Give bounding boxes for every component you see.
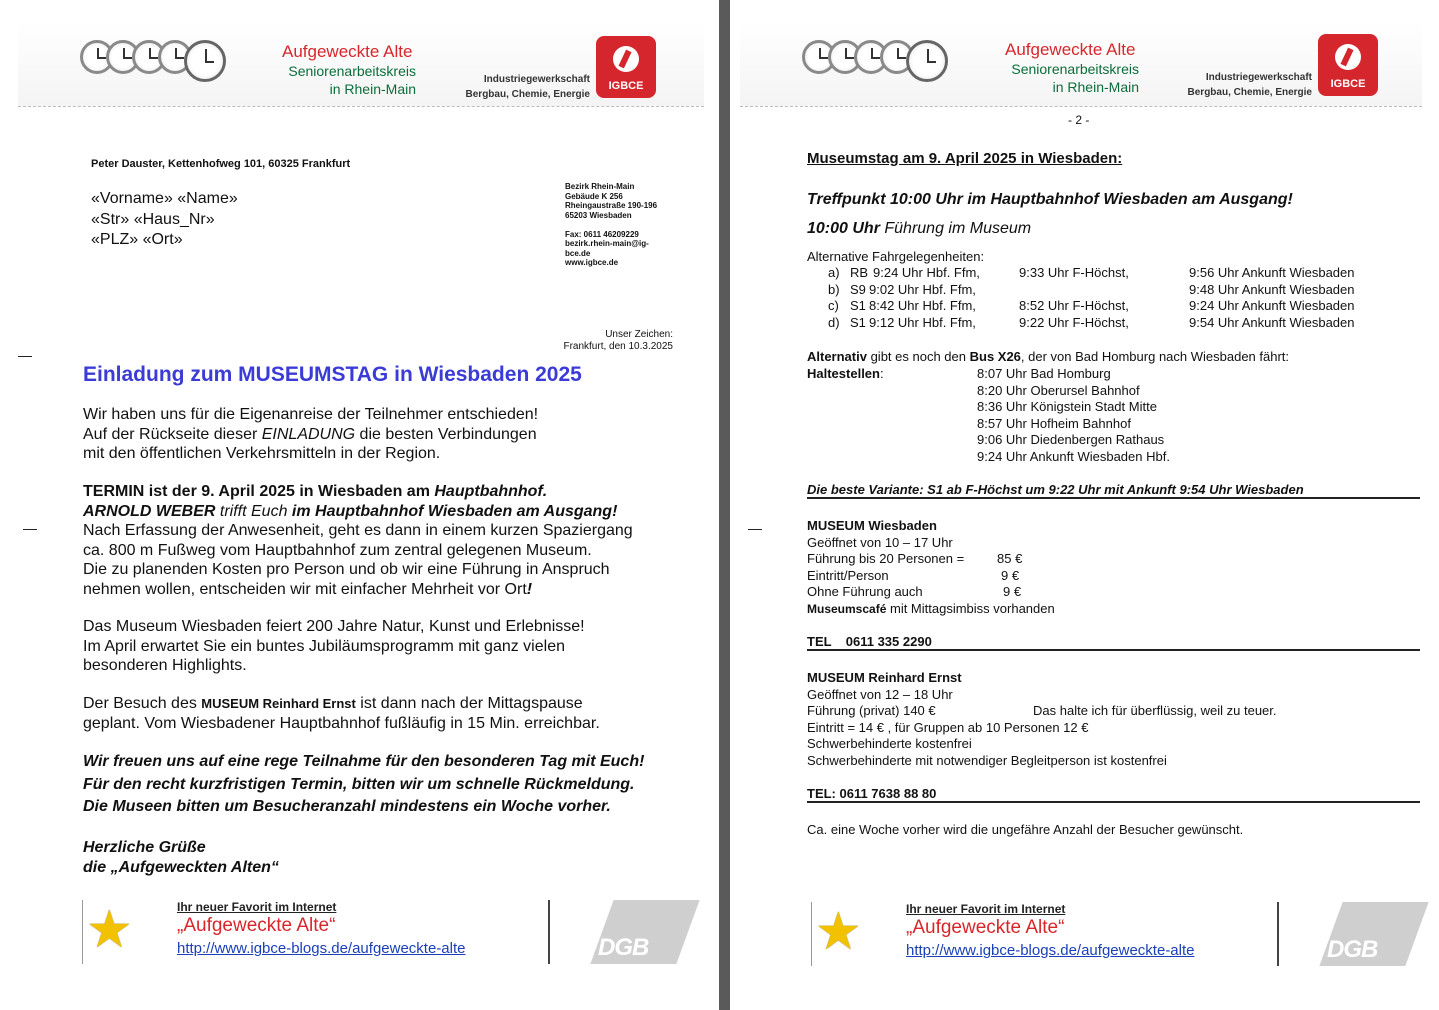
text-span: : [879, 366, 884, 381]
alternatives-heading: Alternative Fahrgelegenheiten: [807, 249, 985, 264]
favorite-name: „Aufgeweckte Alte“ [177, 915, 336, 936]
meeting-point: Treffpunkt 10:00 Uhr im Hauptbahnhof Wiesbaden am Ausgang! [807, 191, 1293, 208]
ernst-paragraph [83, 694, 600, 733]
price-row [807, 584, 1055, 601]
footer-divider [82, 900, 83, 964]
blog-link[interactable]: http://www.igbce-blogs.de/aufgeweckte-alte [906, 942, 1195, 959]
letter-date: Frankfurt, den 10.3.2025 [563, 341, 673, 352]
connection-via: 8:52 Uhr F-Höchst, [1019, 298, 1129, 313]
ae-sub-line: Seniorenarbeitskreis [1011, 61, 1139, 77]
dgb-logo-text: DGB [1327, 936, 1378, 963]
text-span: gibt es noch den [866, 349, 970, 364]
opening-hours: Geöffnet von 10 – 17 Uhr [807, 534, 953, 550]
connection-arrival: 9:54 Uhr Ankunft Wiesbaden [1189, 314, 1355, 330]
text-span: EINLADUNG [261, 425, 356, 443]
text-line: Die zu planenden Kosten pro Person und ob wir eine Führung in Anspruch [83, 561, 610, 578]
connection-departure: 9:02 Uhr Hbf. Ffm, [869, 281, 976, 297]
cafe-line [807, 601, 1055, 618]
connection-line: S1 [850, 314, 866, 330]
museum-paragraph [83, 617, 585, 676]
ae-subtitle [268, 62, 416, 98]
footer-banner [82, 896, 688, 966]
greeting [83, 838, 279, 878]
letterhead [740, 22, 1422, 107]
stops-label [807, 366, 884, 382]
bus-stop: 8:36 Uhr Königstein Stadt Mitte [977, 399, 1157, 414]
reference-label: Unser Zeichen: [605, 329, 673, 340]
blog-link[interactable]: http://www.igbce-blogs.de/aufgeweckte-alte [177, 940, 466, 957]
museum-ernst-block [807, 670, 1407, 769]
dgb-logo [1313, 902, 1417, 966]
sender-line: Peter Dauster, Kettenhofweg 101, 60325 Frankfurt [91, 158, 351, 170]
alarm-clocks-logo [88, 40, 226, 82]
museum-title: MUSEUM Wiesbaden [807, 518, 937, 533]
igbce-line: Industriegewerkschaft [1205, 72, 1312, 83]
bus-stops [977, 366, 1170, 465]
footer-divider [811, 902, 812, 966]
connection-line: RB [850, 265, 869, 280]
section-rule [807, 649, 1420, 651]
connection-arrival: 9:56 Uhr Ankunft Wiesbaden [1189, 265, 1355, 280]
museum-wiesbaden-block [807, 518, 1055, 617]
address-line: «Vorname» «Name» [91, 190, 238, 207]
recipient-address [91, 189, 238, 251]
text-span: Führung im Museum [879, 220, 1032, 237]
connection-departure: 8:42 Uhr Hbf. Ffm, [869, 298, 976, 313]
connection-line: S1 [850, 298, 866, 313]
entry-price: Eintritt = 14 € , für Gruppen ab 10 Personen 12 € [807, 719, 1089, 735]
favorite-title: Ihr neuer Favorit im Internet [906, 902, 1066, 916]
tour-time [807, 220, 1031, 238]
price-label: Führung bis 20 Personen = [807, 551, 965, 566]
text-line: Nach Erfassung der Anwesenheit, geht es dann in einem kurzen Spaziergang [83, 522, 633, 539]
connection-line: S9 [850, 281, 866, 297]
connection-letter: a) [828, 265, 840, 280]
address-line: «PLZ» «Ort» [91, 231, 183, 248]
intro-paragraph [83, 405, 538, 464]
text-span: Auf der Rückseite dieser [83, 425, 262, 443]
text-span: nehmen wollen, entscheiden wir mit einfacher Mehrheit vor Ort [83, 580, 527, 598]
ae-title: Aufgeweckte Alte [1005, 40, 1136, 59]
connection-arrival: 9:24 Uhr Ankunft Wiesbaden [1189, 298, 1355, 313]
connection-letter: c) [828, 298, 839, 313]
ae-sub-line: Seniorenarbeitskreis [288, 63, 416, 79]
text-span: ! [526, 580, 533, 598]
disability-note: Schwerbehinderte kostenfrei [807, 736, 972, 751]
igbce-line: Bergbau, Chemie, Energie [465, 89, 590, 100]
best-option: Die beste Variante: S1 ab F-Höchst um 9:22 Uhr mit Ankunft 9:54 Uhr Wiesbaden [807, 482, 1304, 497]
text-span: Hauptbahnhof. [434, 483, 548, 500]
bus-stop: 8:57 Uhr Hofheim Bahnhof [977, 415, 1131, 431]
price-label: Ohne Führung auch [807, 584, 923, 599]
office-fax: Fax: 0611 46209229 [565, 229, 639, 239]
text-span: , der von Bad Homburg nach Wiesbaden fährt: [1020, 349, 1290, 364]
clock-icon [184, 40, 226, 82]
text-line: besonderen Highlights. [83, 657, 247, 674]
favorite-name: „Aufgeweckte Alte“ [906, 917, 1065, 938]
letterhead [18, 22, 704, 107]
text-span: mit Mittagsimbiss vorhanden [886, 600, 1055, 616]
text-line [83, 425, 538, 445]
connection-arrival: 9:48 Uhr Ankunft Wiesbaden [1189, 281, 1355, 297]
opening-hours: Geöffnet von 12 – 18 Uhr [807, 686, 953, 702]
bus-stop: 8:07 Uhr Bad Homburg [977, 366, 1111, 381]
section-rule [807, 497, 1420, 499]
connection-via: 9:33 Uhr F-Höchst, [1019, 265, 1129, 280]
text-line: geplant. Vom Wiesbadener Hauptbahnhof fußläufig in 15 Min. erreichbar. [83, 714, 600, 732]
price-row [807, 703, 1407, 720]
text-span: Museumscafé [807, 601, 887, 616]
price-row [807, 568, 1055, 585]
section-rule [807, 801, 1420, 803]
connection-via: 9:22 Uhr F-Höchst, [1019, 314, 1129, 330]
office-line: Gebäude K 256 [565, 191, 623, 201]
text-line [83, 580, 633, 600]
text-span: im Hauptbahnhof Wiesbaden am Ausgang! [291, 502, 618, 520]
igbce-logo-label: IGBCE [1330, 78, 1366, 90]
bus-stop: 9:24 Uhr Ankunft Wiesbaden Hbf. [977, 448, 1170, 464]
bus-intro [807, 349, 1289, 365]
page-number: - 2 - [1068, 113, 1090, 127]
ae-sub-line: in Rhein-Main [329, 81, 416, 97]
text-line: Herzliche Grüße [83, 839, 206, 856]
page2-heading: Museumstag am 9. April 2025 in Wiesbaden: [807, 150, 1123, 167]
text-line: Für den recht kurzfristigen Termin, bitten wir um schnelle Rückmeldung. [83, 775, 635, 793]
text-line: die „Aufgeweckten Alten“ [83, 859, 279, 876]
text-span: ist dann nach der Mittagspause [355, 695, 583, 712]
letter-page-2 [730, 0, 1439, 1010]
text-line: Wir freuen uns auf eine rege Teilnahme für den besonderen Tag mit Euch! [83, 753, 645, 770]
office-block [565, 182, 657, 268]
office-email: bce.de [565, 248, 591, 258]
museum-ernst-phone: TEL: 0611 7638 88 80 [807, 786, 937, 801]
price-label: Eintritt/Person [807, 567, 889, 583]
footer-separator [1277, 902, 1279, 966]
igbce-mark-icon [613, 46, 639, 72]
star-icon: ★ [86, 901, 133, 959]
price-value: 9 € [1001, 567, 1020, 583]
text-line [83, 502, 633, 522]
text-line [83, 694, 600, 714]
price-label: Führung (privat) 140 € [807, 703, 936, 718]
text-span: Der Besuch des [83, 695, 202, 712]
office-email: bezirk.rhein-main@ig- [565, 239, 649, 248]
fold-mark [18, 356, 32, 357]
text-line: ca. 800 m Fußweg vom Hauptbahnhof zum zentral gelegenen Museum. [83, 541, 592, 559]
price-row [807, 551, 1055, 568]
reference-block [563, 329, 673, 353]
termin-paragraph [83, 482, 633, 599]
letter-page-1 [0, 0, 719, 1010]
footer-separator [548, 900, 550, 964]
igbce-text [1160, 70, 1312, 100]
connection-letter: d) [828, 314, 840, 330]
igbce-text [438, 72, 590, 102]
bus-stop: 8:20 Uhr Oberursel Bahnhof [977, 382, 1140, 398]
text-line [83, 482, 633, 502]
museum-wiesbaden-phone: TEL 0611 335 2290 [807, 634, 932, 649]
ae-sub-line: in Rhein-Main [1052, 79, 1139, 95]
dgb-logo-text: DGB [598, 934, 649, 961]
igbce-line: Industriegewerkschaft [483, 74, 590, 85]
igbce-logo [1318, 34, 1378, 96]
clock-icon [906, 40, 948, 82]
museum-title: MUSEUM Reinhard Ernst [807, 670, 962, 685]
connection-departure: 9:12 Uhr Hbf. Ffm, [869, 314, 976, 330]
star-icon: ★ [815, 903, 862, 961]
office-line: 65203 Wiesbaden [565, 210, 632, 220]
text-span: Haltestellen [807, 366, 880, 381]
final-note: Ca. eine Woche vorher wird die ungefähre Anzahl der Besucher gewünscht. [807, 822, 1244, 837]
text-line: Die Museen bitten um Besucheranzahl mindestens ein Woche vorher. [83, 798, 611, 815]
page-title: Einladung zum MUSEUMSTAG in Wiesbaden 2025 [83, 363, 582, 386]
text-line: mit den öffentlichen Verkehrsmitteln in der Region. [83, 445, 441, 462]
office-web: www.igbce.de [565, 258, 619, 267]
text-span: trifft Euch [215, 502, 292, 520]
text-line: Das Museum Wiesbaden feiert 200 Jahre Natur, Kunst und Erlebnisse! [83, 618, 585, 635]
connections-table [807, 265, 1407, 333]
ae-subtitle [990, 60, 1139, 96]
connection-letter: b) [828, 281, 840, 297]
office-line: Bezirk Rhein-Main [565, 182, 635, 191]
fold-mark [748, 529, 762, 530]
text-span: ARNOLD WEBER [83, 502, 216, 520]
price-value: 85 € [997, 551, 1023, 566]
office-line: Rheingaustraße 190-196 [565, 201, 658, 210]
connection-departure: 9:24 Uhr Hbf. Ffm, [873, 265, 980, 280]
text-span: Bus X26 [969, 349, 1021, 364]
favorite-title: Ihr neuer Favorit im Internet [177, 900, 337, 914]
fold-mark [23, 529, 37, 530]
igbce-mark-icon [1335, 44, 1361, 70]
text-span: MUSEUM Reinhard Ernst [201, 696, 356, 711]
text-span: Alternativ [807, 349, 867, 364]
igbce-logo-label: IGBCE [608, 80, 644, 92]
price-value: 9 € [1003, 584, 1022, 599]
address-line: «Str» «Haus_Nr» [91, 210, 215, 228]
footer-banner [811, 898, 1417, 968]
text-span: TERMIN ist der 9. April 2025 in Wiesbaden am [83, 483, 435, 500]
text-line: Im April erwartet Sie ein buntes Jubiläumsprogramm mit ganz vielen [83, 637, 565, 655]
igbce-line: Bergbau, Chemie, Energie [1187, 87, 1312, 98]
text-span: die besten Verbindungen [355, 425, 537, 443]
dgb-logo [584, 900, 688, 964]
igbce-logo [596, 36, 656, 98]
closing-paragraph [83, 751, 644, 819]
price-note: Das halte ich für überflüssig, weil zu teuer. [1033, 703, 1277, 718]
text-span: 10:00 Uhr [807, 220, 880, 237]
disability-note: Schwerbehinderte mit notwendiger Begleitperson ist kostenfrei [807, 752, 1167, 768]
bus-stop: 9:06 Uhr Diedenbergen Rathaus [977, 432, 1165, 447]
ae-title: Aufgeweckte Alte [282, 42, 413, 61]
alarm-clocks-logo [810, 40, 948, 82]
text-line: Wir haben uns für die Eigenanreise der Teilnehmer entschieden! [83, 406, 539, 423]
